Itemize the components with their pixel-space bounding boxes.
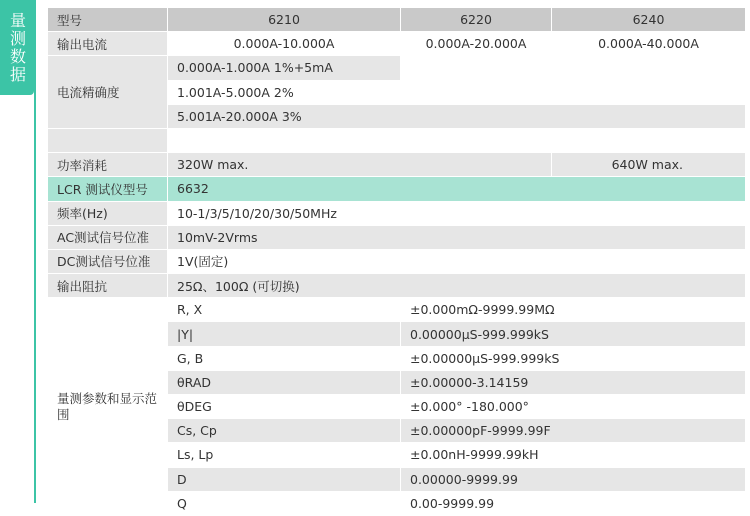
lcr-row [48, 177, 746, 201]
measure-range: ±0.00nH-9999.99kH [401, 443, 746, 467]
accuracy-range: 5.001A-20.000A 3% [168, 104, 746, 128]
header-label: 型号 [48, 8, 168, 32]
impedance-row [48, 274, 746, 298]
model-6220: 6220 [401, 8, 552, 32]
header-row [48, 8, 746, 32]
power-label: 功率消耗 [48, 153, 168, 177]
measure-param: θDEG [168, 395, 401, 419]
measure-param: |Y| [168, 322, 401, 346]
dc-level-row [48, 249, 746, 273]
impedance-label: 输出阻抗 [48, 274, 168, 298]
measure-param: Ls, Lp [168, 443, 401, 467]
model-6240: 6240 [552, 8, 746, 32]
accuracy-label: 电流精确度 [48, 56, 168, 129]
ac-level-label: AC测试信号位准 [48, 225, 168, 249]
frequency-label: 频率(Hz) [48, 201, 168, 225]
output-current-6240: 0.000A-40.000A [552, 32, 746, 56]
spacer-row [48, 128, 746, 152]
measure-param: R, X [168, 298, 401, 322]
frequency-value: 10-1/3/5/10/20/30/50MHz [168, 201, 746, 225]
measure-range: ±0.00000-3.14159 [401, 370, 746, 394]
measure-range: ±0.00000μS-999.999kS [401, 346, 746, 370]
impedance-value: 25Ω、100Ω (可切换) [168, 274, 746, 298]
output-current-6210: 0.000A-10.000A [168, 32, 401, 56]
frequency-row [48, 201, 746, 225]
measure-label: 量测参数和显示范围 [48, 298, 168, 516]
dc-level-label: DC测试信号位准 [48, 249, 168, 273]
model-6210: 6210 [168, 8, 401, 32]
power-value-a: 320W max. [168, 153, 552, 177]
measure-range: 0.00000μS-999.999kS [401, 322, 746, 346]
spec-table [47, 7, 746, 516]
dc-level-value: 1V(固定) [168, 249, 746, 273]
ac-level-value: 10mV-2Vrms [168, 225, 746, 249]
power-row [48, 153, 746, 177]
lcr-label: LCR 测试仪型号 [48, 177, 168, 201]
measure-range: ±0.000° -180.000° [401, 395, 746, 419]
measure-param: G, B [168, 346, 401, 370]
measure-param: Q [168, 491, 401, 515]
power-value-b: 640W max. [552, 153, 746, 177]
section-divider [34, 0, 36, 503]
output-current-label: 输出电流 [48, 32, 168, 56]
output-current-row [48, 32, 746, 56]
measure-range: 0.00000-9999.99 [401, 467, 746, 491]
measure-param: Cs, Cp [168, 419, 401, 443]
measure-range: ±0.00000pF-9999.99F [401, 419, 746, 443]
lcr-value: 6632 [168, 177, 746, 201]
accuracy-range: 1.001A-5.000A 2% [168, 80, 746, 104]
accuracy-empty [401, 56, 746, 80]
measure-param: D [168, 467, 401, 491]
ac-level-row [48, 225, 746, 249]
output-current-6220: 0.000A-20.000A [401, 32, 552, 56]
measure-range: ±0.000mΩ-9999.99MΩ [401, 298, 746, 322]
measure-row [48, 298, 746, 322]
measure-range: 0.00-9999.99 [401, 491, 746, 515]
spacer-cell [168, 128, 746, 152]
accuracy-range: 0.000A-1.000A 1%+5mA [168, 56, 401, 80]
spacer-label [48, 128, 168, 152]
section-title: 量测数据 [7, 11, 27, 84]
section-tab [0, 0, 34, 95]
accuracy-row [48, 56, 746, 80]
measure-param: θRAD [168, 370, 401, 394]
